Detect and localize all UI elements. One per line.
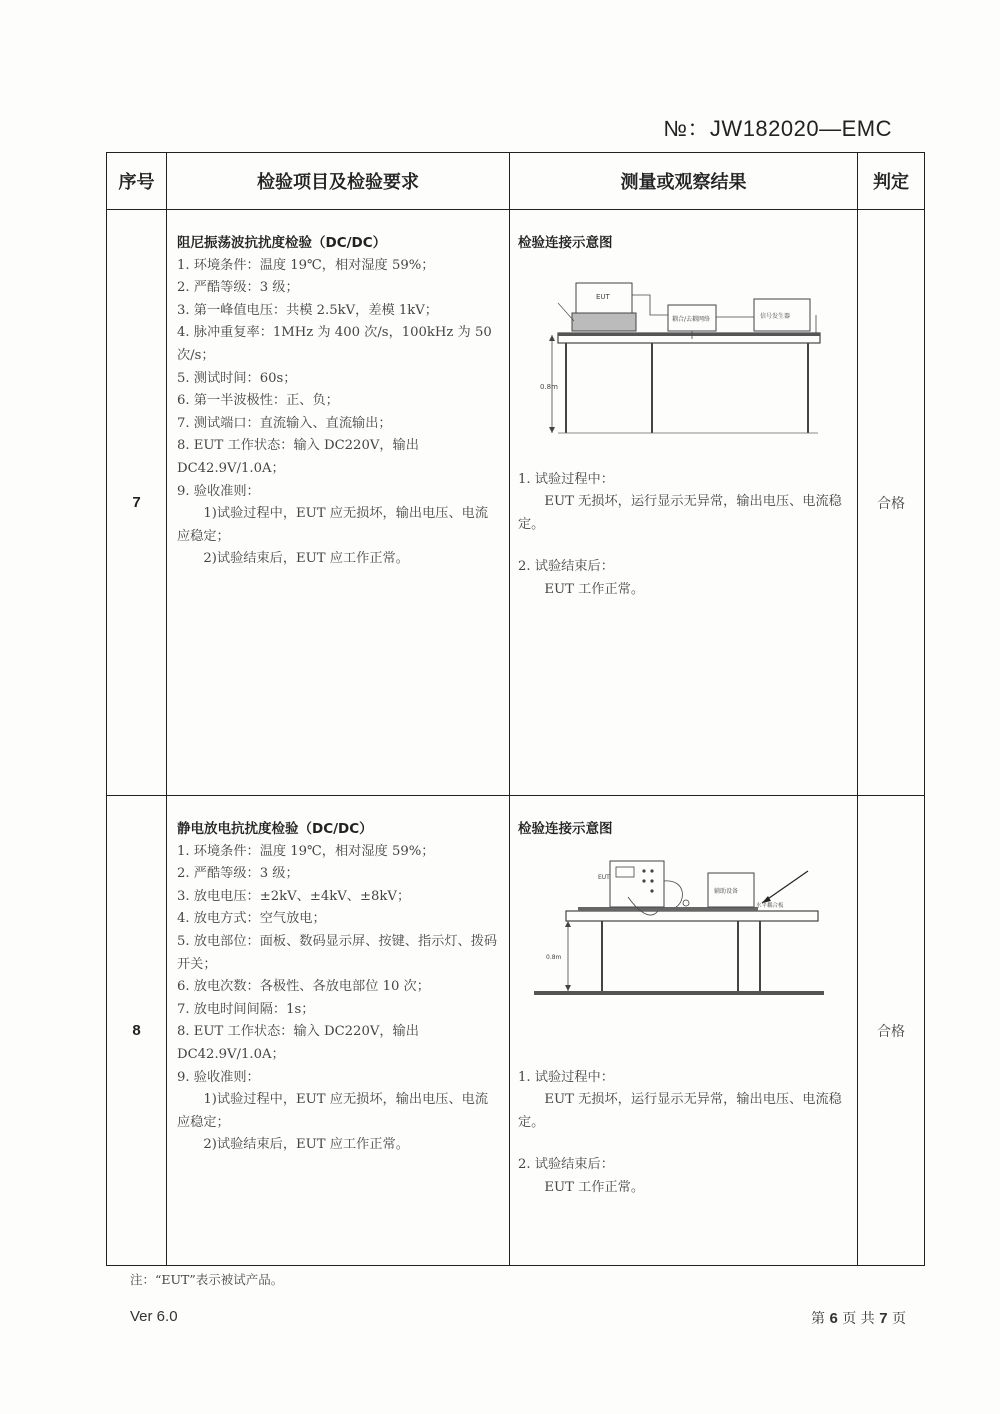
test-title: 静电放电抗扰度检验（DC/DC） [177, 821, 373, 837]
result-line: EUT 工作正常。 [544, 581, 645, 597]
cdn-label: 耦合/去耦网络 [672, 315, 711, 323]
document-number: №：JW182020—EMC [663, 116, 892, 141]
test-title: 阻尼振荡波抗扰度检验（DC/DC） [177, 235, 387, 251]
verdict: 合格 [858, 210, 925, 796]
req-line: 1)试验过程中，EUT 应无损坏，输出电压、电流应稳定； [177, 1092, 489, 1130]
table-header-row [107, 153, 925, 210]
results-cell [510, 210, 858, 796]
pager-suffix: 页 [892, 1311, 906, 1327]
footnote: 注：“EUT”表示被试产品。 [130, 1272, 284, 1287]
requirements-cell [167, 796, 510, 1266]
requirements-cell [167, 210, 510, 796]
results-cell [510, 796, 858, 1266]
eut-label: EUT [596, 292, 610, 301]
verdict: 合格 [858, 796, 925, 1266]
header-no: 序号 [107, 153, 167, 210]
height-label: 0.8m [540, 382, 558, 391]
result-line: 1. 试验过程中： [518, 471, 614, 487]
req-line: 2)试验结束后，EUT 应工作正常。 [203, 1137, 409, 1153]
result-line: EUT 无损坏，运行显示无异常，输出电压、电流稳定。 [518, 1092, 842, 1130]
req-line: 4. 放电方式：空气放电； [177, 911, 326, 927]
req-line: 6. 放电次数：各极性、各放电部位 10 次； [177, 979, 430, 995]
req-line: 1. 环境条件：温度 19℃，相对湿度 59%； [177, 843, 435, 859]
req-line: 9. 验收准则： [177, 483, 260, 499]
inspection-table [106, 152, 925, 1266]
pager-middle: 页 共 [842, 1311, 875, 1327]
table-row [107, 796, 925, 1266]
header-result: 测量或观察结果 [510, 153, 858, 210]
version-label: Ver 6.0 [130, 1308, 178, 1325]
req-line: 2)试验结束后，EUT 应工作正常。 [203, 551, 409, 567]
req-line: 7. 放电时间间隔：1s； [177, 1001, 315, 1017]
req-line: 6. 第一半波极性：正、负； [177, 393, 339, 409]
req-line: 2. 严酷等级：3 级； [177, 280, 299, 296]
result-line: 2. 试验结束后： [518, 1157, 614, 1173]
req-line: 9. 验收准则： [177, 1069, 260, 1085]
req-line: 1. 环境条件：温度 19℃，相对湿度 59%； [177, 257, 435, 273]
height-label: 0.8m [546, 953, 562, 961]
header-verdict: 判定 [858, 153, 925, 210]
test-setup-diagram [518, 255, 838, 455]
test-setup-diagram [518, 841, 838, 1041]
req-line: 2. 严酷等级：3 级； [177, 866, 299, 882]
plane-label: 水平耦合板 [756, 902, 784, 909]
header-item: 检验项目及检验要求 [167, 153, 510, 210]
row-number: 8 [107, 796, 167, 1266]
generator-label: 信号发生器 [760, 312, 791, 320]
row-number: 7 [107, 210, 167, 796]
result-line: EUT 无损坏，运行显示无异常，输出电压、电流稳定。 [518, 494, 842, 532]
req-line: 8. EUT 工作状态：输入 DC220V，输出 DC42.9V/1.0A； [177, 1024, 419, 1062]
page-indicator [811, 1308, 906, 1328]
req-line: 4. 脉冲重复率：1MHz 为 400 次/s，100kHz 为 50 次/s； [177, 325, 492, 363]
req-line: 5. 测试时间：60s； [177, 370, 297, 386]
req-line: 3. 第一峰值电压：共模 2.5kV，差模 1kV； [177, 302, 438, 318]
result-line: 2. 试验结束后： [518, 559, 614, 575]
eut-label: EUT [598, 873, 610, 881]
diagram-title: 检验连接示意图 [518, 235, 613, 251]
load-label: 辅助设备 [714, 887, 739, 895]
req-line: 1)试验过程中，EUT 应无损坏，输出电压、电流应稳定； [177, 506, 489, 544]
result-line: 1. 试验过程中： [518, 1069, 614, 1085]
table-row [107, 210, 925, 796]
total-pages: 7 [879, 1310, 888, 1327]
req-line: 5. 放电部位：面板、数码显示屏、按键、指示灯、拨码开关； [177, 933, 498, 972]
diagram-title: 检验连接示意图 [518, 821, 613, 837]
req-line: 3. 放电电压：±2kV、±4kV、±8kV； [177, 888, 411, 904]
req-line: 8. EUT 工作状态：输入 DC220V，输出 DC42.9V/1.0A； [177, 438, 419, 476]
req-line: 7. 测试端口：直流输入、直流输出； [177, 415, 392, 431]
result-line: EUT 工作正常。 [544, 1179, 645, 1195]
current-page: 6 [829, 1310, 838, 1327]
pager-prefix: 第 [811, 1311, 826, 1327]
